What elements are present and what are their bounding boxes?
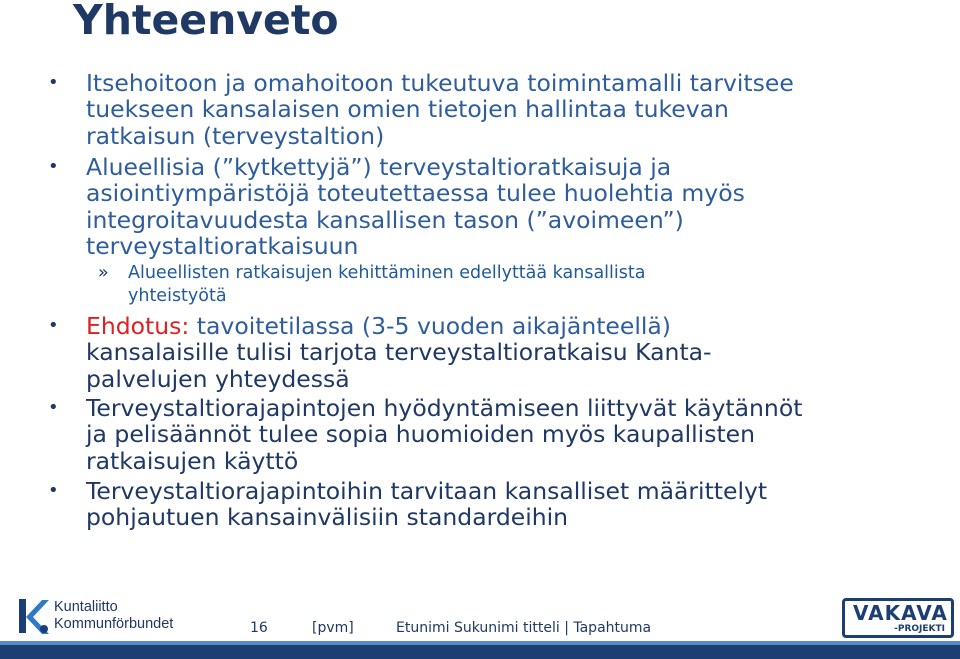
bullet-item <box>48 477 926 532</box>
double-chevron-icon: » <box>98 263 109 283</box>
bullet-line: Terveystaltiorajapintojen hyödyntämiseen liittyvät käytännöt <box>86 394 803 422</box>
logo-line-2: Kommunförbundet <box>54 616 174 632</box>
bullet-line: terveystaltioratkaisuun <box>86 232 359 261</box>
bullet-line: Alueellisia (”kytkettyjä”) terveystaltioratkaisuja ja <box>86 153 672 181</box>
bullet-item <box>48 153 926 261</box>
bullet-line <box>86 313 926 339</box>
bullet-line: pohjautuen kansainvälisiin standardeihin <box>86 503 569 532</box>
bullet-item <box>48 69 926 150</box>
bullet-line: ratkaisujen käyttö <box>86 446 299 475</box>
bullet-line: Itsehoitoon ja omahoitoon tukeutuva toimintamalli tarvitsee <box>86 69 794 97</box>
vakava-logo-sub: -PROJEKTI <box>894 624 945 634</box>
bullet-line: ratkaisun (terveystaltion) <box>86 121 385 150</box>
bullet-line: ja pelisäännöt tulee sopia huomioiden myös kaupallisten <box>86 420 756 449</box>
bullet-line: asiointiympäristöjä toteutettaessa tulee huolehtia myös <box>86 179 745 208</box>
logo-line-1: Kuntaliitto <box>54 599 118 615</box>
footer-date: [pvm] <box>312 620 354 636</box>
page-title: Yhteenveto <box>73 0 339 44</box>
bullet-line: kansalaisille tulisi tarjota terveystaltioratkaisu Kanta- <box>86 338 712 367</box>
bullet-item <box>48 394 926 475</box>
vakava-logo <box>842 598 954 638</box>
bullet-line: integroitavuudesta kansallisen tason (”avoimeen”) <box>86 205 684 234</box>
footer-author-event: Etunimi Sukunimi titteli | Tapahtuma <box>396 620 652 636</box>
kuntaliitto-logo <box>16 597 191 639</box>
proposal-label: Ehdotus: <box>86 312 190 340</box>
bullet-line: Terveystaltiorajapintoihin tarvitaan kansalliset määrittelyt <box>86 477 768 505</box>
bullet-dot-icon: • <box>48 72 59 93</box>
bullet-line-rest: tavoitetilassa (3-5 vuoden aikajänteellä) <box>196 312 671 340</box>
vakava-logo-main: VAKAVA <box>853 601 948 625</box>
sub-bullet-item <box>98 262 888 307</box>
bullet-dot-icon: • <box>48 397 59 418</box>
bullet-dot-icon: • <box>48 480 59 501</box>
sub-bullet-line: Alueellisten ratkaisujen kehittäminen edellyttää kansallista <box>128 263 646 283</box>
bullet-dot-icon: • <box>48 156 59 177</box>
kuntaliitto-k-icon <box>16 597 50 637</box>
page-number: 16 <box>250 620 268 636</box>
sub-bullet-line: yhteistyötä <box>128 285 227 306</box>
bullet-line: palvelujen yhteydessä <box>86 364 350 393</box>
footer-bar <box>0 645 960 659</box>
bullet-line: tuekseen kansalaisen omien tietojen hallintaa tukevan <box>86 95 729 124</box>
bullet-dot-icon: • <box>48 315 59 336</box>
bullet-item <box>48 312 926 393</box>
